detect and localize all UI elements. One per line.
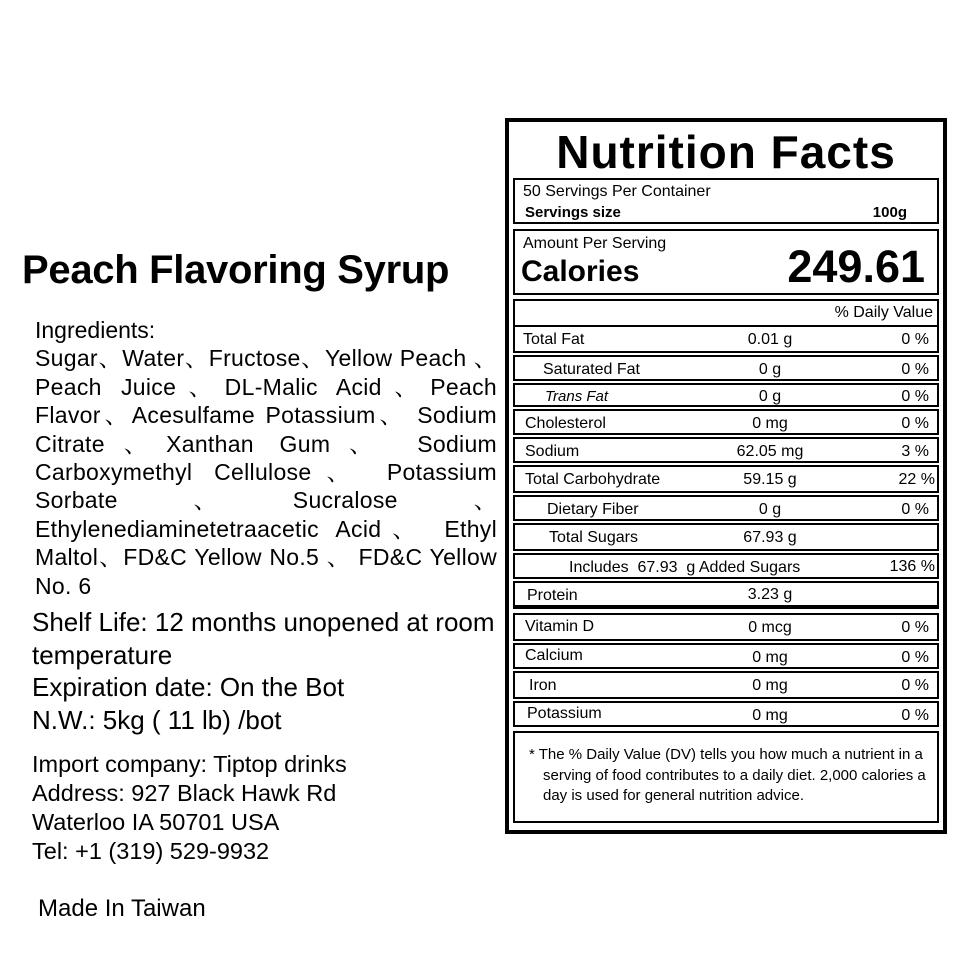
nutrient-row-total-carbohydrate <box>513 465 939 493</box>
telephone: Tel: +1 (319) 529-9932 <box>32 838 270 864</box>
import-company: Import company: Tiptop drinks <box>32 751 347 777</box>
footnote-text: * The % Daily Value (DV) tells you how much a nutrient in a serving of food contributes to a daily diet. 2,000 calories a day is used for general nutrition advice. <box>529 746 926 804</box>
vitamin-percent: 0 % <box>901 677 929 694</box>
nutrient-amount: 0 g <box>758 501 782 518</box>
amount-per-serving: Amount Per Serving <box>523 235 667 252</box>
vitamin-percent: 0 % <box>901 649 929 666</box>
servings-section <box>513 178 939 224</box>
nutrient-label: Total Sugars <box>549 529 638 546</box>
nutrient-amount: 0 g <box>758 388 782 405</box>
address-line-2: Waterloo IA 50701 USA <box>32 809 280 835</box>
nutrient-label: Includes 67.93 g Added Sugars <box>569 559 801 576</box>
net-weight: N.W.: 5kg ( 11 lb) /bot <box>32 704 282 735</box>
made-in-label: Made In Taiwan <box>38 895 206 922</box>
nutrient-percent: 136 % <box>889 558 935 575</box>
vitamin-label: Potassium <box>527 705 602 722</box>
vitamin-label: Vitamin D <box>525 618 595 635</box>
shelf-life: Shelf Life: 12 months unopened at room temperature <box>32 607 495 670</box>
ingredients-text: Sugar、Water、Fructose、Yellow Peach 、Peach Juice、DL-Malic Acid、Peach Flavor、Acesulfame Potassium、 Sodium Citrate、Xanthan Gum、 Sodium Carboxymethyl Cellulose、 Potassium Sorbate、Sucralose、 Ethylenediaminetetraacetic Acid、 Ethyl Maltol、FD&C Yellow No.5 、 FD&C Yellow No. 6 <box>35 345 497 599</box>
vitamin-percent: 0 % <box>901 707 929 724</box>
expiration-date: Expiration date: On the Bot <box>32 672 345 702</box>
calories-section <box>513 229 939 295</box>
nutrient-percent: 0 % <box>901 388 929 405</box>
nutrient-percent: 0 % <box>901 415 929 432</box>
serving-size-value: 100g <box>872 204 907 221</box>
nutrient-percent: 3 % <box>901 443 929 460</box>
nutrient-percent: 0 % <box>901 331 929 348</box>
nutrient-amount: 59.15 g <box>743 471 797 488</box>
nutrient-percent: 22 % <box>898 471 935 488</box>
importer-block <box>32 750 502 866</box>
nutrient-label: Protein <box>527 587 578 604</box>
nutrient-row-dietary-fiber <box>513 495 939 521</box>
nutrition-facts-panel <box>505 118 947 834</box>
nutrient-amount: 0.01 g <box>747 331 793 348</box>
nutrient-percent: 0 % <box>901 501 929 518</box>
nutrient-label: Trans Fat <box>545 388 609 405</box>
daily-value-label: % Daily Value <box>834 304 933 321</box>
vitamin-amount: 0 mg <box>752 649 788 666</box>
daily-value-header <box>513 299 939 325</box>
nutrient-row-protein <box>513 581 939 609</box>
nutrient-row-trans-fat <box>513 383 939 407</box>
nutrient-label: Sodium <box>525 443 580 460</box>
nutrient-amount: 0 g <box>758 361 782 378</box>
vitamin-row-calcium <box>513 643 939 669</box>
nutrient-label: Dietary Fiber <box>547 501 639 518</box>
vitamin-label: Iron <box>529 677 557 694</box>
serving-size-label: Servings size <box>525 204 621 221</box>
vitamin-amount: 0 mcg <box>748 619 792 636</box>
vitamin-amount: 0 mg <box>752 677 788 694</box>
nutrient-label: Saturated Fat <box>543 361 640 378</box>
nutrient-row-cholesterol <box>513 409 939 435</box>
vitamin-row-iron <box>513 671 939 699</box>
vitamin-row-vitamin-d <box>513 613 939 641</box>
daily-value-footnote <box>513 731 939 823</box>
vitamin-label: Calcium <box>525 647 583 664</box>
nutrient-row-sodium <box>513 437 939 463</box>
vitamin-row-potassium <box>513 701 939 727</box>
calories-value: 249.61 <box>787 241 925 292</box>
nutrient-label: Total Fat <box>523 331 585 348</box>
calories-label: Calories <box>521 255 640 288</box>
vitamin-percent: 0 % <box>901 619 929 636</box>
nutrient-amount: 3.23 g <box>747 586 793 603</box>
servings-per-container: 50 Servings Per Container <box>523 183 711 200</box>
vitamin-amount: 0 mg <box>752 707 788 724</box>
nutrient-row-total-sugars <box>513 523 939 551</box>
address-line-1: Address: 927 Black Hawk Rd <box>32 780 337 806</box>
shelf-life-block <box>32 606 502 736</box>
nutrient-label: Total Carbohydrate <box>525 471 661 488</box>
nutrition-facts-title: Nutrition Facts <box>556 126 896 178</box>
nutrient-amount: 62.05 mg <box>736 443 804 460</box>
nutrient-percent: 0 % <box>901 361 929 378</box>
nutrient-row-total-fat <box>513 325 939 353</box>
nutrient-row-saturated-fat <box>513 355 939 381</box>
nutrient-amount: 0 mg <box>752 415 788 432</box>
ingredients-label: Ingredients: <box>35 317 156 343</box>
nutrient-amount: 67.93 g <box>743 529 797 546</box>
ingredients-block <box>35 316 497 600</box>
product-title: Peach Flavoring Syrup <box>22 248 450 292</box>
nutrient-label: Cholesterol <box>525 415 606 432</box>
nutrient-row-added-sugars <box>513 553 939 579</box>
